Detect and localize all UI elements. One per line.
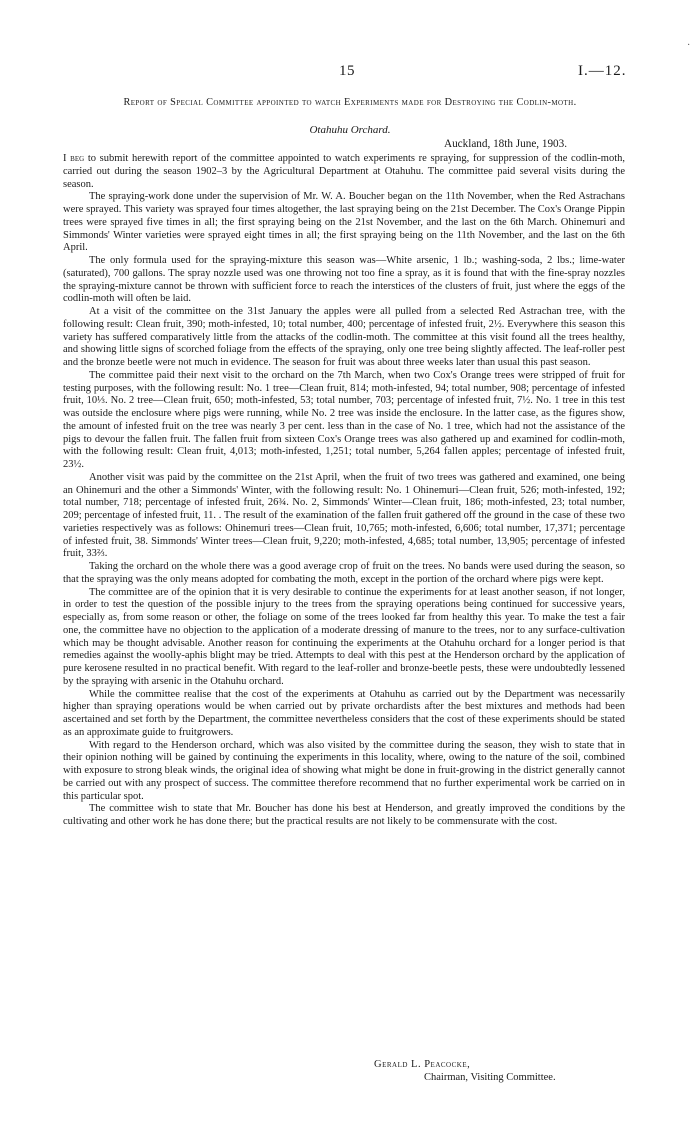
margin-mark: · <box>687 40 691 51</box>
page-number: 15 <box>339 63 355 79</box>
report-subtitle: Otahuhu Orchard. <box>309 124 391 136</box>
paragraph-recommendation: The committee are of the opinion that it is very desirable to continue the experiments for at least another season, if not longer, in order to test the question of the possible injury to the trees from the spraying operations being continued for successive years, especially as, from some reason or other, the foliage on some of the trees looked far from healthy this year. To make the test a fair one, the committee have no objection to the application of a moderate dressing of manure to the trees, nor to any surface-cultivation which may be thought advisable. Another reason for continuing the experiments at the Otahuhu orchard for a longer period is that remedies against the woolly-aphis blight may be tried. Attempts to deal with this pest at the Henderson orchard by the application of pure kerosene resulted in no practical benefit. With regard to the leaf-roller and bronze-beetle pests, these were undoubtedly lessened by the spraying with arsenic in the Otahuhu orchard. <box>63 586 625 687</box>
paragraph-second-visit: The committee paid their next visit to the orchard on the 7th March, when two Cox's Orange trees were stripped of fruit for testing purposes, with the following result: No. 1 tree—Clean fruit, 814; moth-infested, 94; total number, 908; percentage of infested fruit, 10⅓. No. 2 tree—Clean fruit, 650; moth-infested, 53; total number, 703; percentage of infested fruit, 7½. No. 1 tree in this test was outside the enclosure where pigs were running, while No. 2 tree was inside the enclosure. In the latter case, as the figures show, the amount of infested fruit on the tree was nearly 3 per cent. less than in the case of No. 1 tree, which had not the assistance of the pigs to devour the fallen fruit. The fallen fruit from sixteen Cox's Orange trees was also gathered up and examined for codlin-moth, with the following result: Clean fruit, 4,013; moth-infested, 1,251; total number, 5,264 fallen apples; percentage of infested fruit, 23½. <box>63 369 625 470</box>
paragraph-formula: The only formula used for the spraying-mixture this season was—White arsenic, 1 lb.; washing-soda, 2 lbs.; lime-water (saturated), 700 gallons. The spray nozzle used was one throwing not too fine a spray, as it is found that with the fine-spray nozzles the spraying-mixture cannot be thrown with sufficient force to reach the interstices of the clusters of fruit, just where the eggs of the codlin-moth will often be laid. <box>63 255 625 305</box>
paragraph-boucher: The committee wish to state that Mr. Boucher has done his best at Henderson, and greatly improved the conditions by the cultivating and other work he has done there; but the practical results are not likely to be commensurate with the cost. <box>63 803 625 827</box>
intro-paragraph <box>63 153 625 191</box>
report-title: Report of Special Committee appointed to watch Experiments made for Destroying the Codlin-moth. <box>123 97 577 108</box>
paragraph-first-visit: At a visit of the committee on the 31st January the apples were all pulled from a selected Red Astrachan tree, with the following result: Clean fruit, 390; moth-infested, 10; total number, 400; percentage of infested fruit, 2½. Everywhere this season this variety has suffered comparatively little from the attacks of the codlin-moth. The committee at this visit found all the trees healthy, and showing little signs of scorched foliage from the effects of the spraying, only one tree being slightly affected. The leaf-roller pest and the bronze beetle were not much in evidence. The season for fruit was about three weeks later than usual this past season. <box>63 306 625 368</box>
dateline: Auckland, 18th June, 1903. <box>444 138 568 150</box>
paragraph-cost: While the committee realise that the cost of the experiments at Otahuhu as carried out by the Department was necessarily higher than spraying operations would be when carried out by private orchardists after the best mixtures and methods had been ascertained and set forth by the Department, the committee nevertheless considers that the cost of these experiments should be stated as an approximate guide to fruitgrowers. <box>63 688 625 738</box>
paragraph-crop: Taking the orchard on the whole there was a good average crop of fruit on the trees. No bands were used during the season, so that the spraying was the only means adopted for combating the moth, except in the portion of the orchard where pigs were kept. <box>63 561 625 585</box>
document-reference: I.—12. <box>578 63 627 79</box>
intro-text: to submit herewith report of the committee appointed to watch experiments re spraying, for suppression of the codlin-moth, carried out during the season 1902–3 by the Agricultural Department at Otahuhu. The committee paid several visits during the season. <box>63 153 625 190</box>
intro-lead: I beg <box>63 153 85 164</box>
paragraph-henderson: With regard to the Henderson orchard, which was also visited by the committee during the season, they wish to state that in their opinion nothing will be gained by continuing the experiments in this locality, where, owing to the nature of the soil, combined with exposure to strong bleak winds, the original idea of showing what might be done in fruit-growing in the district generally cannot be carried out with any prospect of success. The committee therefore recommend that no further experimental work be carried on in this particular spot. <box>63 739 625 802</box>
report-body <box>63 153 625 829</box>
paragraph-third-visit: Another visit was paid by the committee on the 21st April, when the fruit of two trees was gathered and examined, one being an Ohinemuri and the other a Simmonds' Winter, with the following result: No. 1 Ohinemuri—Clean fruit, 526; moth-infested, 192; total number, 718; percentage of infested fruit, 26¾. No. 2, Simmonds' Winter—Clean fruit, 186; moth-infested, 23; total number, 209; percentage of infested fruit, 11. . The result of the examination of the fallen fruit gathered off the ground in the case of these two varieties respectively was as follows: Ohinemuri trees—Clean fruit, 10,765; moth-infested, 6,606; total number, 17,371; percentage of infested fruit, 38. Simmonds' Winter trees—Clean fruit, 9,220; moth-infested, 4,685; total number, 13,905; percentage of infested fruit, 33⅔. <box>63 471 625 560</box>
signature-title: Chairman, Visiting Committee. <box>424 1072 556 1083</box>
paragraph-spraying-schedule: The spraying-work done under the supervision of Mr. W. A. Boucher began on the 11th November, when the Red Astrachans were sprayed. This variety was sprayed four times altogether, the last spraying being on the 21st December. The Cox's Orange Pippin trees were sprayed five times in all; the first spraying being on the 21st November, and the last on the 6th March. Ohinemuri and Simmonds' Winter varieties were sprayed eight times in all; the first spraying being on the 11th November, and the last on the 6th April. <box>63 191 625 254</box>
signature-name: Gerald L. Peacocke, <box>374 1059 471 1070</box>
